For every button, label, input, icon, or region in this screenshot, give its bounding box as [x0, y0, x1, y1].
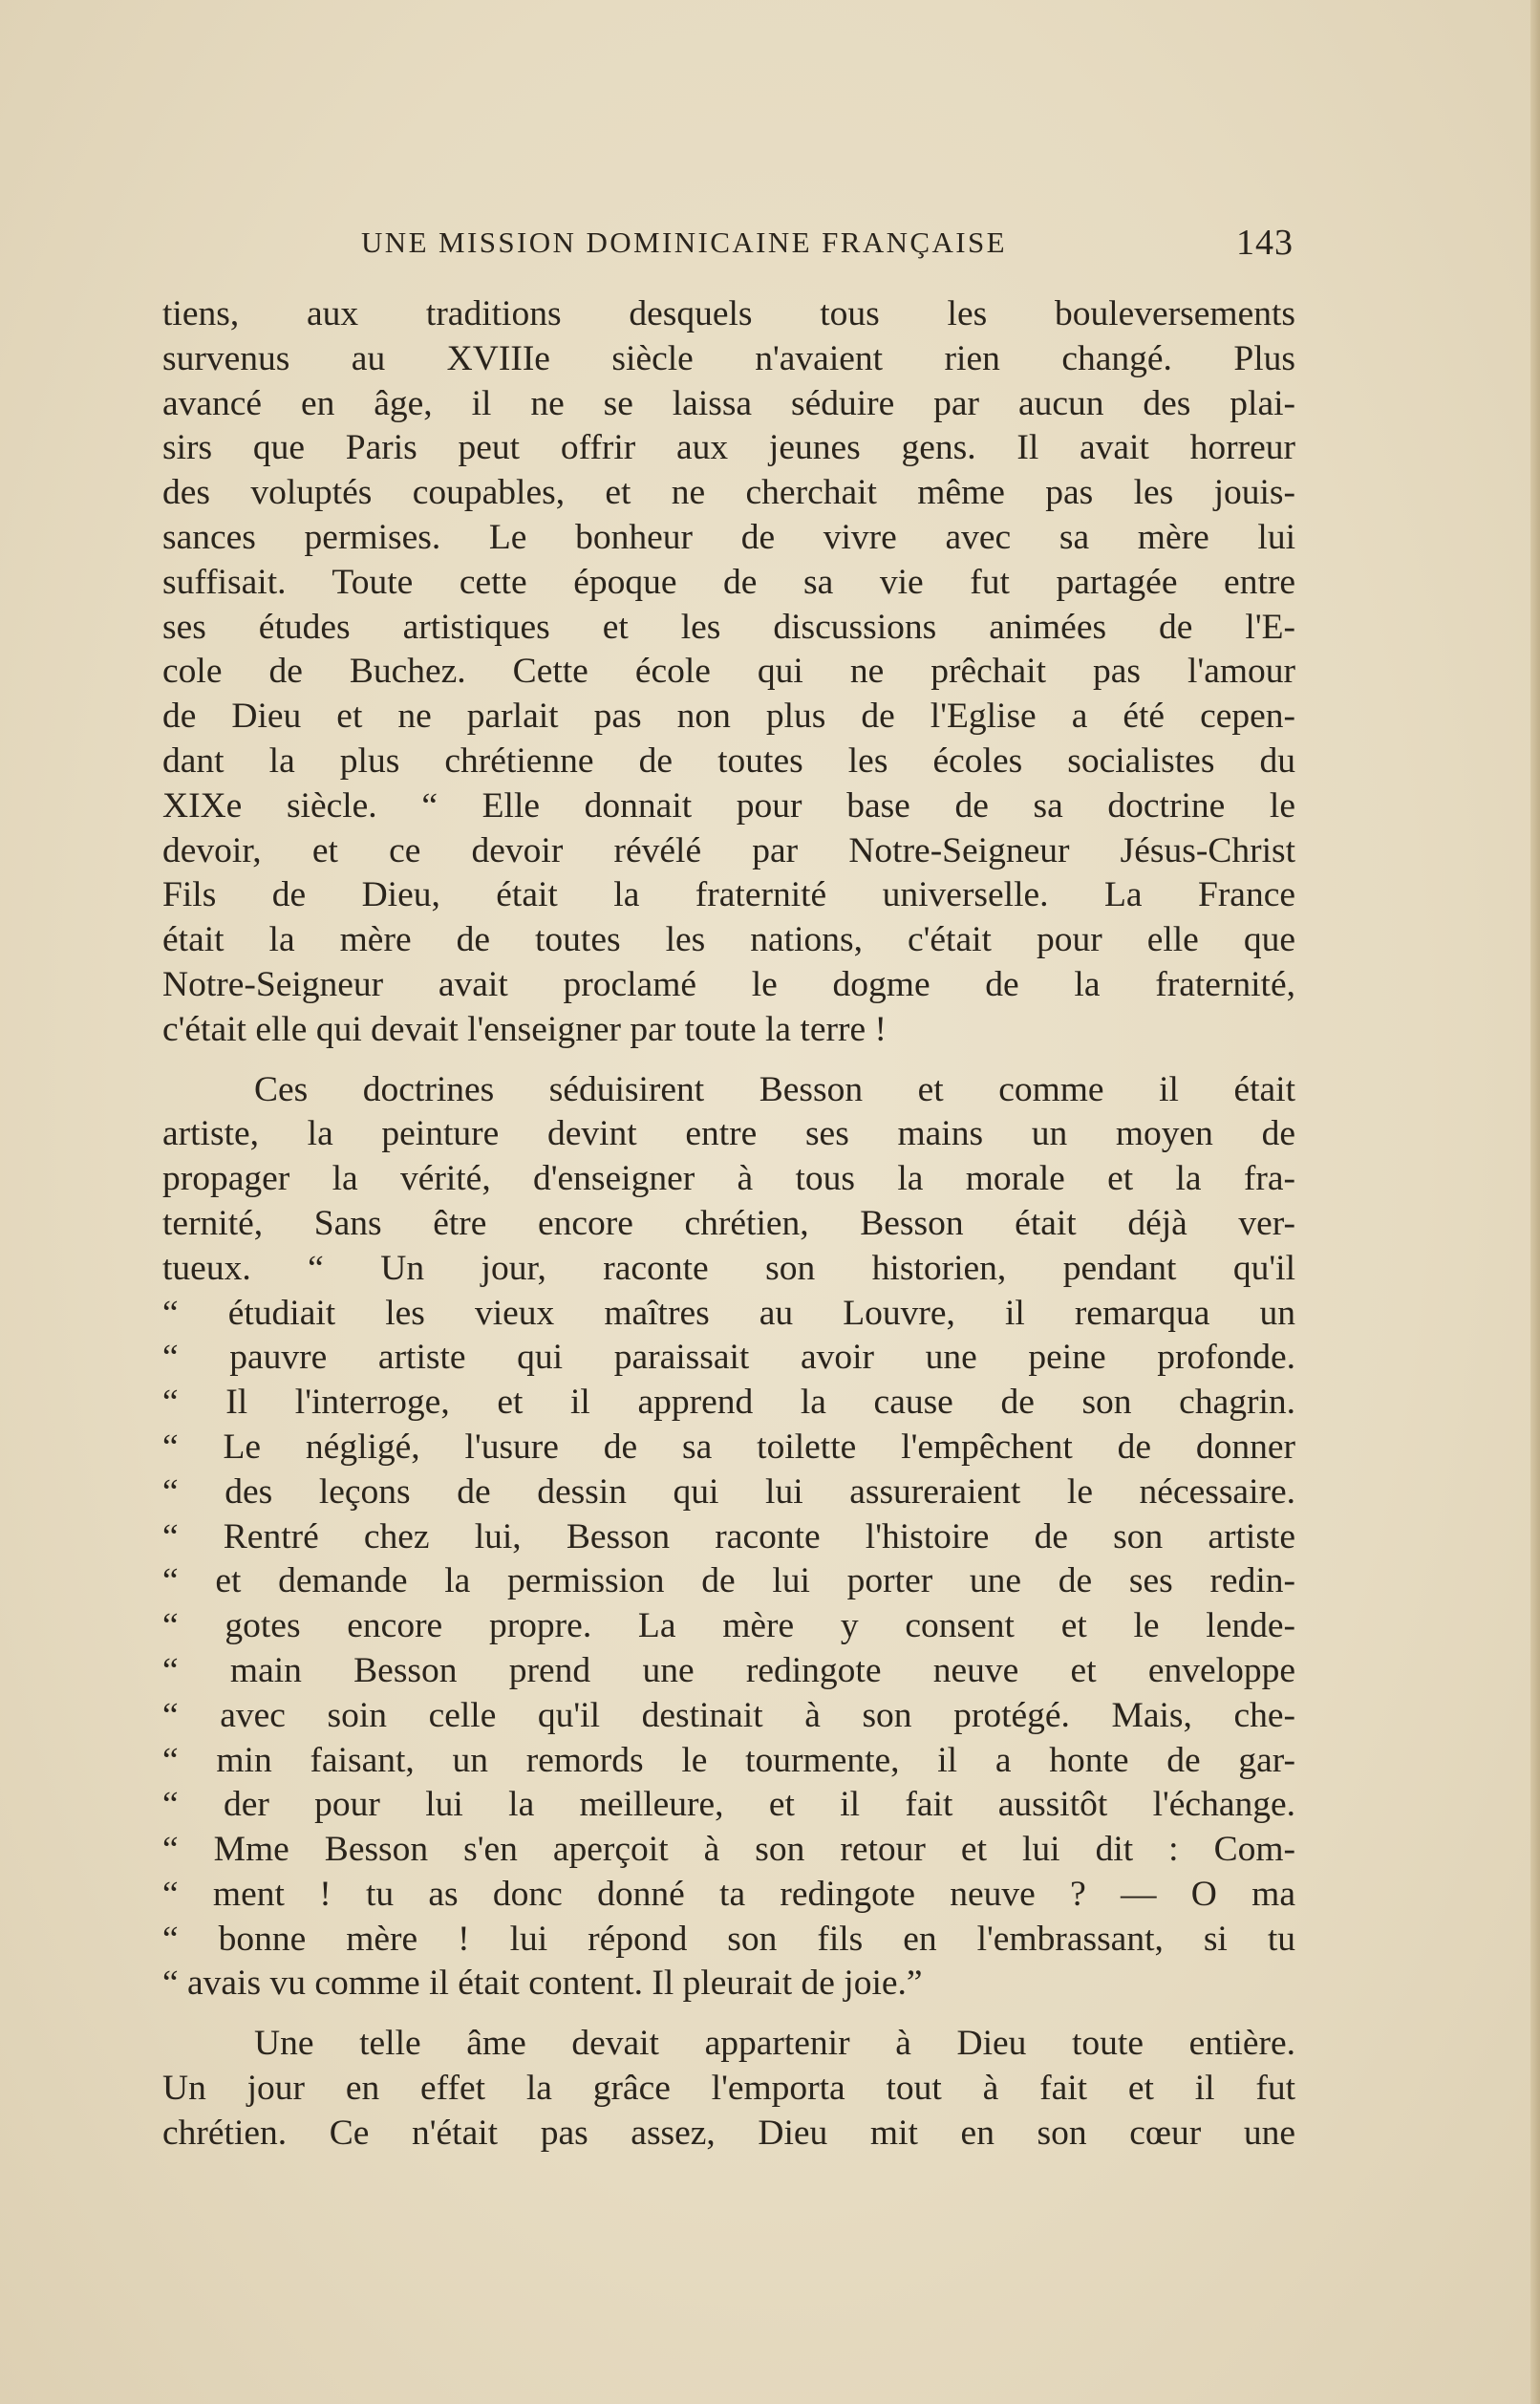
- text-line: Une telle âme devait appartenir à Dieu toute entière.: [254, 2024, 1295, 2064]
- paragraph: [162, 292, 1295, 1053]
- text-line: “ ment ! tu as donc donné ta redingote neuve ? — O ma: [162, 1874, 1295, 1914]
- text-line: XIXe siècle. “ Elle donnait pour base de sa doctrine le: [162, 785, 1295, 826]
- text-line: survenus au XVIIIe siècle n'avaient rien changé. Plus: [162, 338, 1295, 378]
- text-line: avancé en âge, il ne se laissa séduire par aucun des plai-: [162, 383, 1295, 423]
- text-line: “ pauvre artiste qui paraissait avoir une peine profonde.: [162, 1338, 1295, 1378]
- text-line: tueux. “ Un jour, raconte son historien, pendant qu'il: [162, 1248, 1295, 1288]
- text-line: était la mère de toutes les nations, c'était pour elle que: [162, 920, 1295, 960]
- page-number: 143: [1236, 223, 1294, 263]
- text-line: dant la plus chrétienne de toutes les écoles socialistes du: [162, 741, 1295, 781]
- text-line: devoir, et ce devoir révélé par Notre-Seigneur Jésus-Christ: [162, 830, 1295, 870]
- text-line: “ Rentré chez lui, Besson raconte l'histoire de son artiste: [162, 1516, 1295, 1556]
- paragraph: [162, 1068, 1295, 2007]
- text-line: “ der pour lui la meilleure, et il fait aussitôt l'échange.: [162, 1785, 1295, 1825]
- text-line: “ min faisant, un remords le tourmente, il a honte de gar-: [162, 1740, 1295, 1780]
- text-line: “ gotes encore propre. La mère y consent et le lende-: [162, 1606, 1295, 1646]
- text-line: “ et demande la permission de lui porter une de ses redin-: [162, 1561, 1295, 1601]
- text-line: artiste, la peinture devint entre ses mains un moyen de: [162, 1114, 1295, 1154]
- body-text: [162, 292, 1295, 2157]
- text-line: “ Il l'interroge, et il apprend la cause de son chagrin.: [162, 1383, 1295, 1423]
- paragraph-gap: [162, 1053, 1295, 1068]
- text-line: “ bonne mère ! lui répond son fils en l'embrassant, si tu: [162, 1919, 1295, 1959]
- text-line: Notre-Seigneur avait proclamé le dogme de la fraternité,: [162, 964, 1295, 1004]
- running-title: UNE MISSION DOMINICAINE FRANÇAISE: [361, 225, 1007, 259]
- text-line: sirs que Paris peut offrir aux jeunes gens. Il avait horreur: [162, 428, 1295, 468]
- paragraph-gap: [162, 2007, 1295, 2022]
- paragraph: [162, 2022, 1295, 2156]
- text-line: de Dieu et ne parlait pas non plus de l'Eglise a été cepen-: [162, 697, 1295, 737]
- text-line: “ main Besson prend une redingote neuve et enveloppe: [162, 1650, 1295, 1690]
- text-line: “ avais vu comme il était content. Il pleurait de joie.”: [162, 1964, 923, 2004]
- text-line: Fils de Dieu, était la fraternité universelle. La France: [162, 875, 1295, 915]
- page-edge: [1530, 0, 1540, 2404]
- text-line: “ Mme Besson s'en aperçoit à son retour et lui dit : Com-: [162, 1830, 1295, 1870]
- text-line: suffisait. Toute cette époque de sa vie fut partagée entre: [162, 562, 1295, 602]
- text-line: “ des leçons de dessin qui lui assureraient le nécessaire.: [162, 1471, 1295, 1512]
- text-line: cole de Buchez. Cette école qui ne prêchait pas l'amour: [162, 652, 1295, 692]
- text-line: des voluptés coupables, et ne cherchait même pas les jouis-: [162, 473, 1295, 513]
- text-line: chrétien. Ce n'était pas assez, Dieu mit en son cœur une: [162, 2113, 1295, 2153]
- text-line: tiens, aux traditions desquels tous les bouleversements: [162, 294, 1295, 333]
- text-line: Ces doctrines séduisirent Besson et comme il était: [254, 1069, 1295, 1109]
- text-line: ses études artistiques et les discussions animées de l'E-: [162, 607, 1295, 647]
- text-line: “ étudiait les vieux maîtres au Louvre, il remarqua un: [162, 1293, 1295, 1333]
- text-line: “ avec soin celle qu'il destinait à son protégé. Mais, che-: [162, 1695, 1295, 1735]
- text-line: “ Le négligé, l'usure de sa toilette l'empêchent de donner: [162, 1427, 1295, 1467]
- text-line: Un jour en effet la grâce l'emporta tout à fait et il fut: [162, 2069, 1295, 2109]
- page-header: [166, 222, 1294, 264]
- text-line: sances permises. Le bonheur de vivre avec sa mère lui: [162, 517, 1295, 557]
- text-line: ternité, Sans être encore chrétien, Besson était déjà ver-: [162, 1203, 1295, 1243]
- text-line: c'était elle qui devait l'enseigner par toute la terre !: [162, 1009, 887, 1049]
- text-line: propager la vérité, d'enseigner à tous la morale et la fra-: [162, 1159, 1295, 1199]
